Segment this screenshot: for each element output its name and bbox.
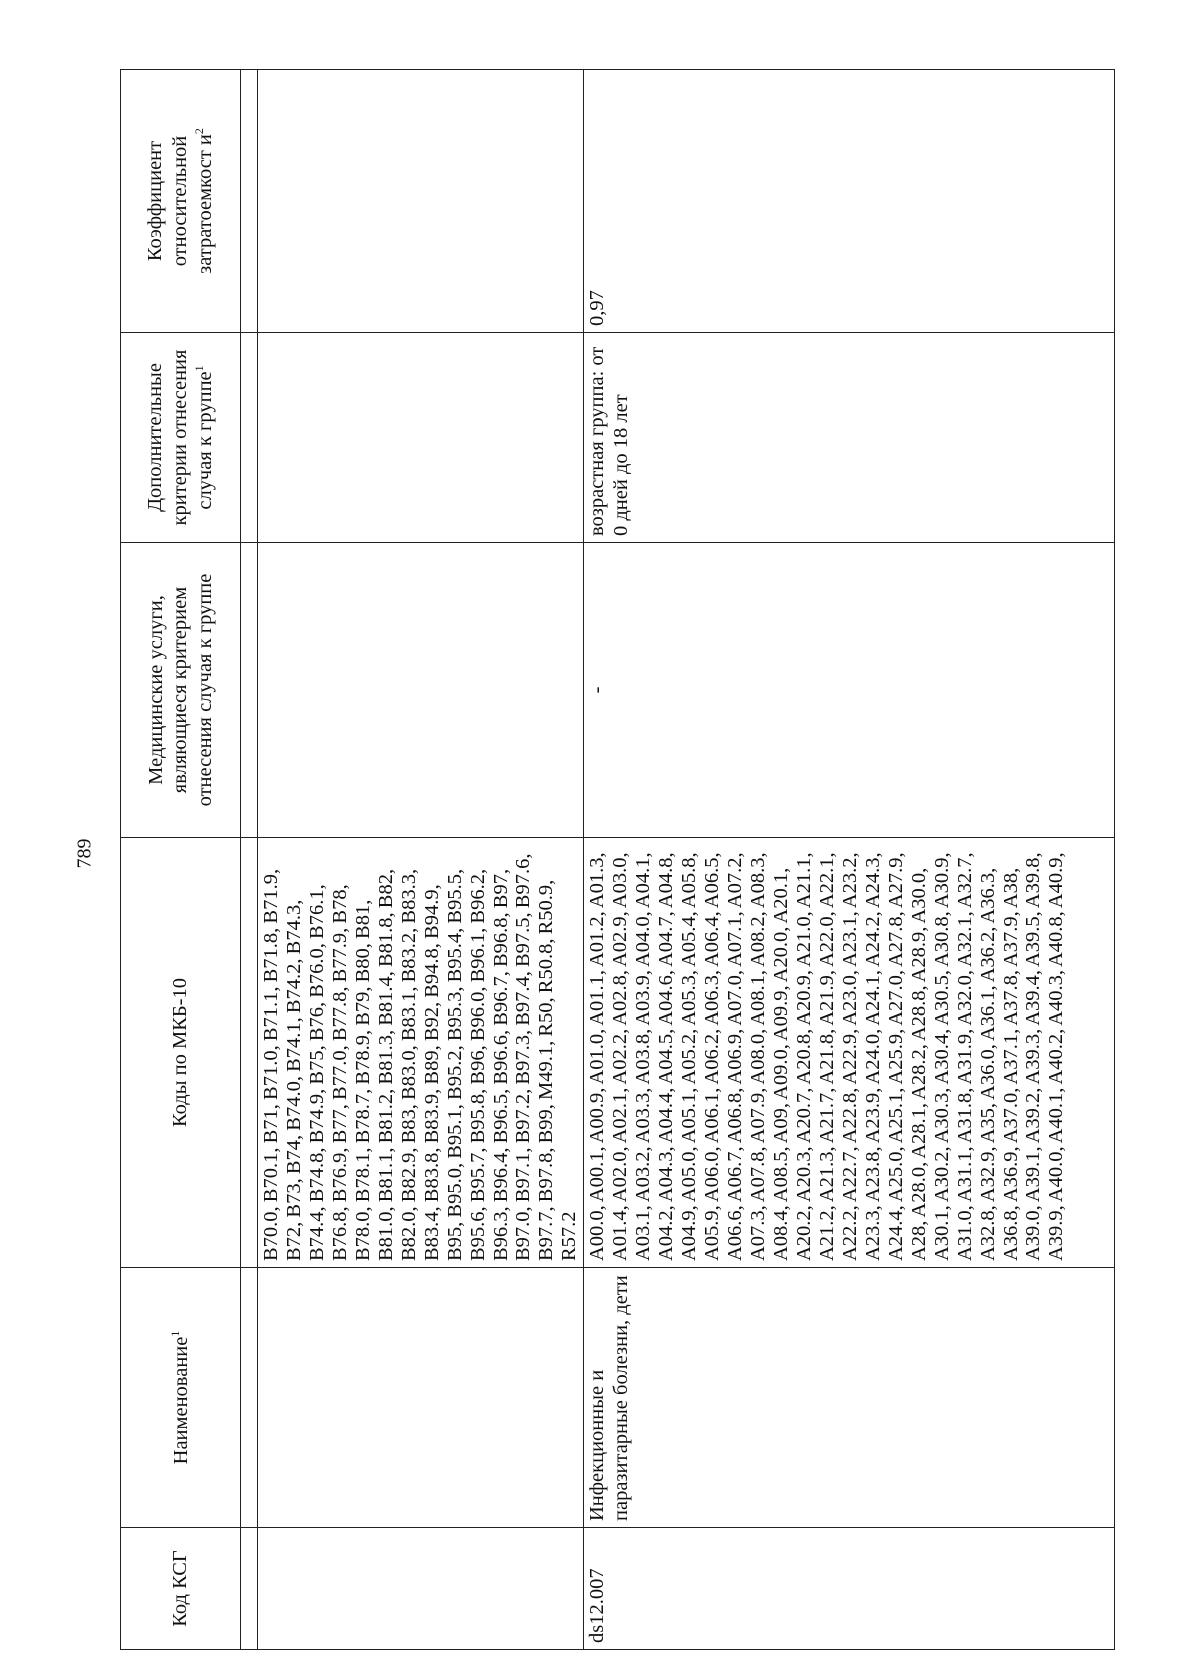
cell-coef: [258, 70, 584, 333]
cell-criteria: возрастная группа: от 0 дней до 18 лет: [584, 333, 1115, 543]
header-name: Наименование$^1$: [121, 1268, 241, 1528]
cell-services: [258, 543, 584, 838]
header-code: Код КСГ: [121, 1528, 241, 1650]
ksg-table: [120, 69, 1115, 1650]
header-row: [121, 70, 241, 1650]
cell-code: ds12.007: [584, 1528, 1115, 1650]
header-coef: Коэффициент относительной затратоемкост $и^2$: [121, 70, 241, 333]
rotated-table-wrapper: [120, 70, 1115, 1650]
cell-mkb-codes: B70.0, B70.1, B71, B71.0, B71.1, B71.8, B71.9, B72, B73, B74, B74.0, B74.1, B74.2, B74.3, B74.4, B74.8, B74.9, B75, B76, B76.0, B76.1, B76.8, B76.9, B77, B77.0, B77.8, B77.9, B78, B78.0, B78.1, B78.7, B78.9, B79, B80, B81, B81.0, B81.1, B81.2, B81.3, B81.4, B81.8, B82, B82.0, B82.9, B83, B83.0, B83.1, B83.2, B83.3, B83.4, B83.8, B83.9, B89, B92, B94.8, B94.9, B95, B95.0, B95.1, B95.2, B95.3, B95.4, B95.5, B95.6, B95.7, B95.8, B96, B96.0, B96.1, B96.2, B96.3, B96.4, B96.5, B96.6, B96.7, B96.8, B97, B97.0, B97.1, B97.2, B97.3, B97.4, B97.5, B97.6, B97.7, B97.8, B99, M49.1, R50, R50.8, R50.9, R57.2: [258, 838, 584, 1268]
cell-name: [258, 1268, 584, 1528]
cell-code: [258, 1528, 584, 1650]
cell-name: Инфекционные и паразитарные болезни, дети: [584, 1268, 1115, 1528]
table-row: [584, 70, 1115, 1650]
cell-mkb-codes: A00.0, A00.1, A00.9, A01.0, A01.1, A01.2, A01.3, A01.4, A02.0, A02.1, A02.2, A02.8, A02.9, A03.0, A03.1, A03.2, A03.3, A03.8, A03.9, A04.0, A04.1, A04.2, A04.3, A04.4, A04.5, A04.6, A04.7, A04.8, A04.9, A05.0, A05.1, A05.2, A05.3, A05.4, A05.8, A05.9, A06.0, A06.1, A06.2, A06.3, A06.4, A06.5, A06.6, A06.7, A06.8, A06.9, A07.0, A07.1, A07.2, A07.3, A07.8, A07.9, A08.0, A08.1, A08.2, A08.3, A08.4, A08.5, A09, A09.0, A09.9, A20.0, A20.1, A20.2, A20.3, A20.7, A20.8, A20.9, A21.0, A21.1, A21.2, A21.3, A21.7, A21.8, A21.9, A22.0, A22.1, A22.2, A22.7, A22.8, A22.9, A23.0, A23.1, A23.2, A23.3, A23.8, A23.9, A24.0, A24.1, A24.2, A24.3, A24.4, A25.0, A25.1, A25.9, A27.0, A27.8, A27.9, A28, A28.0, A28.1, A28.2, A28.8, A28.9, A30.0, A30.1, A30.2, A30.3, A30.4, A30.5, A30.8, A30.9, A31.0, A31.1, A31.8, A31.9, A32.0, A32.1, A32.7, A32.8, A32.9, A35, A36.0, A36.1, A36.2, A36.3, A36.8, A36.9, A37.0, A37.1, A37.8, A37.9, A38, A39.0, A39.1, A39.2, A39.3, A39.4, A39.5, A39.8, A39.9, A40.0, A40.1, A40.2, A40.3, A40.8, A40.9,: [584, 838, 1115, 1268]
table-row: [258, 70, 584, 1650]
header-criteria: Дополнительные критерии отнесения случая к группе$^1$: [121, 333, 241, 543]
cell-coef: 0,97: [584, 70, 1115, 333]
header-mkb: Коды по МКБ-10: [121, 838, 241, 1268]
header-spacer-row: [241, 70, 258, 1650]
header-services: Медицинские услуги, являющиеся критерием отнесения случая к группе: [121, 543, 241, 838]
cell-services: -: [584, 543, 1115, 838]
cell-criteria: [258, 333, 584, 543]
page-number: 789: [73, 838, 96, 869]
